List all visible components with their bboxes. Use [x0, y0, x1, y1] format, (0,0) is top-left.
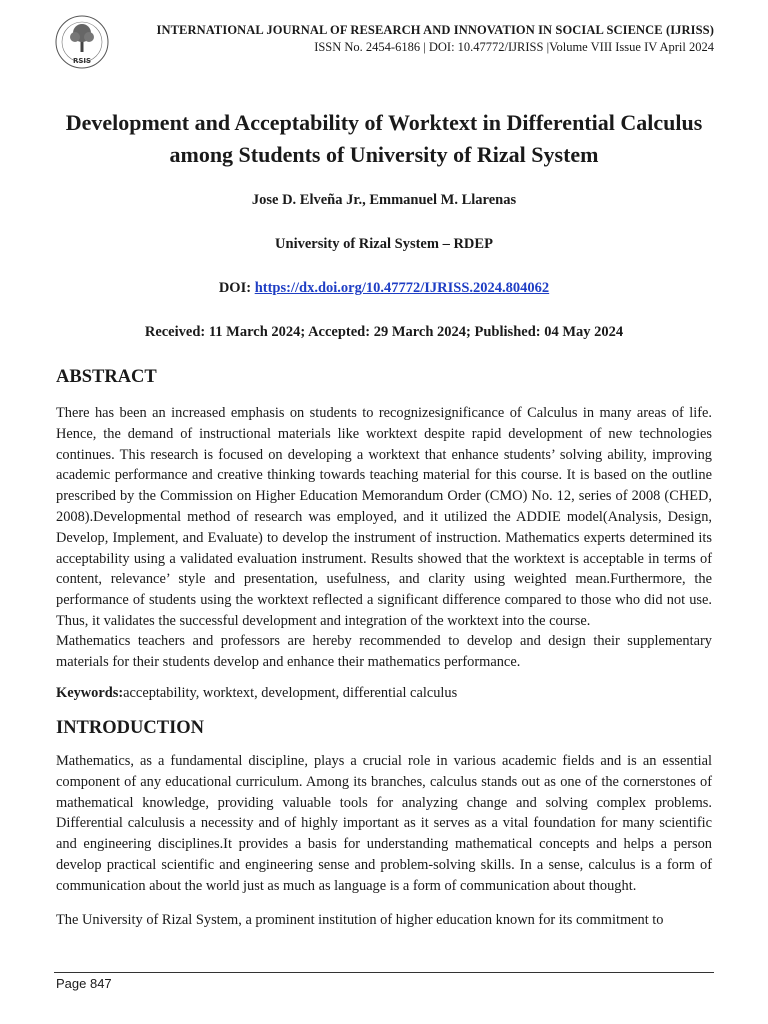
journal-logo — [54, 14, 110, 70]
introduction-paragraph-2: The University of Rizal System, a prominent institution of higher education known for its commitment to — [56, 912, 664, 928]
footer-divider — [54, 972, 714, 973]
page-number: Page 847 — [56, 976, 112, 991]
logo-text: RSIS — [72, 57, 92, 65]
keywords-line — [56, 683, 712, 704]
doi-line — [60, 280, 708, 297]
authors: Jose D. Elveña Jr., Emmanuel M. Llarenas — [251, 192, 517, 208]
keywords-label: Keywords: — [56, 685, 124, 701]
abstract-paragraph-1: There has been an increased emphasis on students to recognizesignificance of Calculus in many areas of life. Hence, the demand of instructional materials like worktext despite rapid development of new technologies continues. This research is focused on developing a worktext that enhance students’ solving ability, improving academic performance and creative thinking towards teaching material for this course. It is based on the outline prescribed by the Commission on Higher Education Memorandum Order (CMO) No. 12, series of 2008 (CHED, 2008).Developmental method of research was employed, and it utilized the ADDIE model(Analysis, Design, Develop, Implement, and Evaluate) to develop the instrument of instruction. Mathematics experts determined its acceptability using a validated evaluation instrument. Results showed that the worktext is acceptable in terms of content, relevance’ style and presentation, usefulness, and clarity using weighted mean.Furthermore, the performance of students using the worktext reflected a significant difference compared to those who did not use. Thus, it validates the successful development and integration of the worktext into the course. — [56, 405, 712, 629]
journal-header — [157, 22, 715, 56]
affiliation: University of Rizal System – RDEP — [275, 236, 493, 252]
journal-meta: ISSN No. 2454-6186 | DOI: 10.47772/IJRISS |Volume VIII Issue IV April 2024 — [314, 40, 714, 54]
keywords-text: acceptability, worktext, development, differential calculus — [123, 685, 458, 701]
abstract-heading: ABSTRACT — [56, 367, 157, 387]
journal-name: INTERNATIONAL JOURNAL OF RESEARCH AND INNOVATION IN SOCIAL SCIENCE (IJRISS) — [156, 23, 714, 37]
doi-label: DOI: — [218, 280, 255, 296]
publication-dates: Received: 11 March 2024; Accepted: 29 March 2024; Published: 04 May 2024 — [144, 324, 624, 340]
abstract-paragraph-2: Mathematics teachers and professors are hereby recommended to develop and design their supplementary materials for their students develop and enhance their mathematics performance. — [56, 633, 712, 670]
doi-link[interactable]: https://dx.doi.org/10.47772/IJRISS.2024.804062 — [254, 280, 550, 296]
introduction-paragraph-1: Mathematics, as a fundamental discipline, plays a crucial role in various academic fields and is an essential component of any educational curriculum. Among its branches, calculus stands out as one of the cornerstones of mathematical knowledge, providing valuable tools for analyzing change and solving complex problems. Differential calculusis a necessity and of highly important as it serves as a vital foundation for many scientific and engineering disciplines.It provides a basis for understanding mathematical concepts and helps a person develop practical scientific and engineering sense and problem-solving skills. In a sense, calculus is a form of communication about the world just as much as language is a form of communication about thought. — [56, 753, 712, 894]
introduction-heading: INTRODUCTION — [56, 718, 205, 738]
article-title: Development and Acceptability of Worktext in Differential Calculus among Students of University of Rizal System — [65, 110, 703, 167]
